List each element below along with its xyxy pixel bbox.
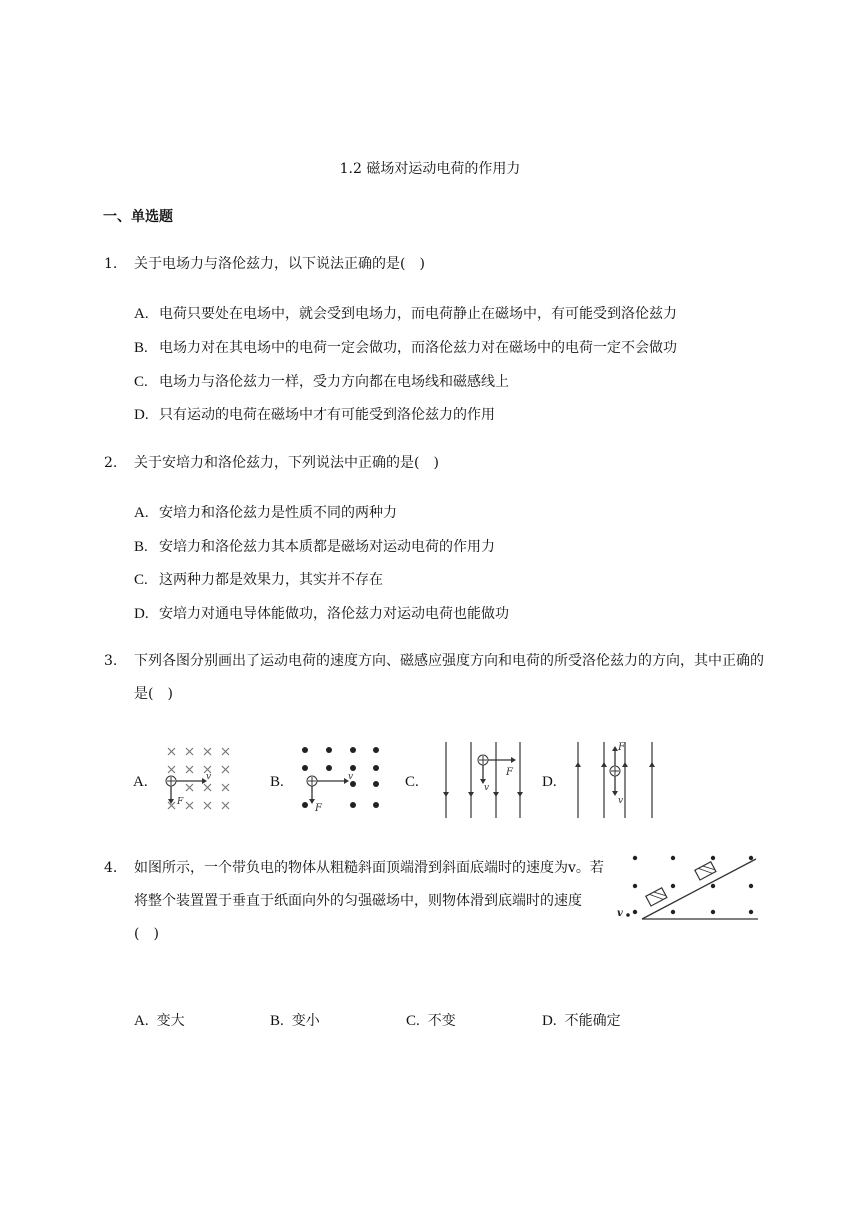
q3-option-a-label[interactable]: A. [133, 774, 148, 790]
q3-figure-b [296, 744, 384, 822]
q2-option-b[interactable] [134, 536, 495, 556]
q1-option-d[interactable] [134, 404, 495, 424]
q3-option-b-label[interactable]: B. [270, 774, 284, 790]
q1-option-b[interactable] [134, 337, 677, 357]
q3-option-c-label[interactable]: C. [405, 774, 419, 790]
q2-option-d[interactable] [134, 603, 509, 623]
q1-option-c[interactable] [134, 371, 509, 391]
option-text: 变小 [291, 1013, 320, 1029]
option-text: 电场力与洛伦兹力一样，受力方向都在电场线和磁感线上 [159, 374, 509, 390]
option-label: C. [134, 374, 148, 390]
option-text: 变大 [156, 1013, 185, 1029]
q3-option-d-label[interactable]: D. [542, 774, 557, 790]
question-3-text: 下列各图分别画出了运动电荷的速度方向、磁感应强度方向和电荷的所受洛伦兹力的方向，其中正确的是( ) [134, 653, 764, 702]
q4-option-a[interactable] [134, 1010, 185, 1030]
q3-figure-a [162, 744, 242, 822]
question-2-text: 关于安培力和洛伦兹力，下列说法中正确的是( ) [134, 455, 439, 471]
option-text: 不变 [427, 1013, 456, 1029]
question-4-text: 如图所示，一个带负电的物体从粗糙斜面顶端滑到斜面底端时的速度为v。若将整个装置置于垂直于纸面向外的匀强磁场中，则物体滑到底端时的速度( ) [134, 860, 604, 942]
q2-option-a[interactable] [134, 502, 397, 522]
q1-option-a[interactable] [134, 303, 677, 323]
option-label: D. [542, 1013, 557, 1029]
option-text: 安培力对通电导体能做功，洛伦兹力对运动电荷也能做功 [159, 606, 509, 622]
option-label: A. [134, 1013, 149, 1029]
question-2-number: 2. [104, 455, 118, 471]
option-label: C. [406, 1013, 420, 1029]
q4-option-d[interactable] [542, 1010, 621, 1030]
option-text: 这两种力都是效果力，其实并不存在 [159, 572, 383, 588]
option-text: 安培力和洛伦兹力其本质都是磁场对运动电荷的作用力 [159, 539, 495, 555]
q2-option-c[interactable] [134, 569, 383, 589]
q3c-f-symbol: F [506, 767, 513, 778]
option-text: 电场力对在其电场中的电荷一定会做功，而洛伦兹力对在磁场中的电荷一定不会做功 [159, 340, 677, 356]
option-label: A. [134, 306, 149, 322]
question-3-number: 3. [104, 653, 118, 669]
option-label: D. [134, 606, 149, 622]
option-text: 电荷只要处在电场中，就会受到电场力，而电荷静止在磁场中，有可能受到洛伦兹力 [159, 306, 677, 322]
q4-option-c[interactable] [406, 1010, 456, 1030]
q3a-f-symbol: F [177, 797, 184, 807]
q4-option-b[interactable] [270, 1010, 320, 1030]
q4-v-symbol: v [617, 908, 623, 919]
q3c-v-symbol: v [484, 783, 490, 793]
option-label: B. [270, 1013, 284, 1029]
option-label: A. [134, 505, 149, 521]
option-text: 只有运动的电荷在磁场中才有可能受到洛伦兹力的作用 [159, 407, 495, 423]
option-text: 安培力和洛伦兹力是性质不同的两种力 [159, 505, 397, 521]
option-text: 不能确定 [564, 1013, 621, 1029]
q4-figure-incline [614, 852, 760, 924]
q3-figure-d [568, 740, 660, 820]
q3-figure-c [434, 740, 526, 820]
q3d-v-symbol: v [618, 796, 624, 806]
question-1-number: 1. [104, 256, 118, 272]
section-heading: 一、单选题 [103, 209, 173, 225]
question-4-number: 4. [104, 860, 118, 876]
option-label: D. [134, 407, 149, 423]
q3d-f-symbol: F [618, 742, 625, 753]
q3b-f-symbol: F [315, 803, 322, 814]
q3a-v-symbol: v [206, 772, 212, 782]
question-1-text: 关于电场力与洛伦兹力，以下说法正确的是( ) [134, 256, 425, 272]
option-label: B. [134, 539, 148, 555]
q3b-v-symbol: v [348, 772, 354, 782]
option-label: B. [134, 340, 148, 356]
page-title: 1.2 磁场对运动电荷的作用力 [339, 161, 521, 177]
option-label: C. [134, 572, 148, 588]
